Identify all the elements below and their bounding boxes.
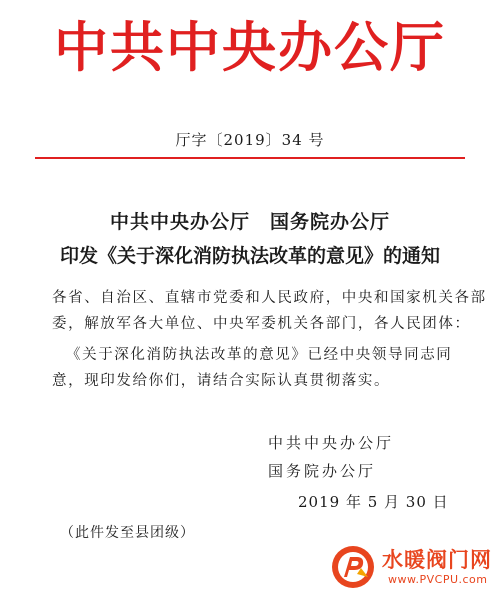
watermark-logo-icon bbox=[330, 544, 376, 590]
recipients-paragraph bbox=[52, 285, 487, 337]
issuer-ccp-general-office: 中共中央办公厅 bbox=[268, 434, 395, 452]
watermark-site-name: 水暖阀门网 bbox=[382, 548, 492, 572]
masthead-title: 中共中央办公厅 bbox=[54, 16, 446, 79]
paragraph-line: 委，解放军各大单位、中央军委机关各部门，各人民团体： bbox=[52, 316, 471, 332]
red-separator-line bbox=[35, 157, 465, 159]
site-watermark bbox=[330, 540, 495, 592]
paragraph-line: 《关于深化消防执法改革的意见》已经中央领导同志同 bbox=[66, 347, 453, 363]
paragraph-line: 意，现印发给你们，请结合实际认真贯彻落实。 bbox=[52, 373, 391, 389]
paragraph-line: 各省、自治区、直辖市党委和人民政府，中央和国家机关各部 bbox=[52, 290, 487, 306]
notice-body-paragraph bbox=[52, 342, 462, 394]
issuer-state-council-general-office: 国务院办公厅 bbox=[268, 462, 377, 480]
document-number: 厅字〔2019〕34 号 bbox=[175, 131, 325, 149]
notice-title-line-2: 印发《关于深化消防执法改革的意见》的通知 bbox=[59, 245, 440, 267]
notice-title-line-1: 中共中央办公厅 国务院办公厅 bbox=[109, 211, 390, 233]
issue-date: 2019 年 5 月 30 日 bbox=[298, 493, 449, 511]
watermark-site-url: www.PVCPU.com bbox=[388, 573, 488, 586]
distribution-note: （此件发至县团级） bbox=[60, 525, 195, 541]
